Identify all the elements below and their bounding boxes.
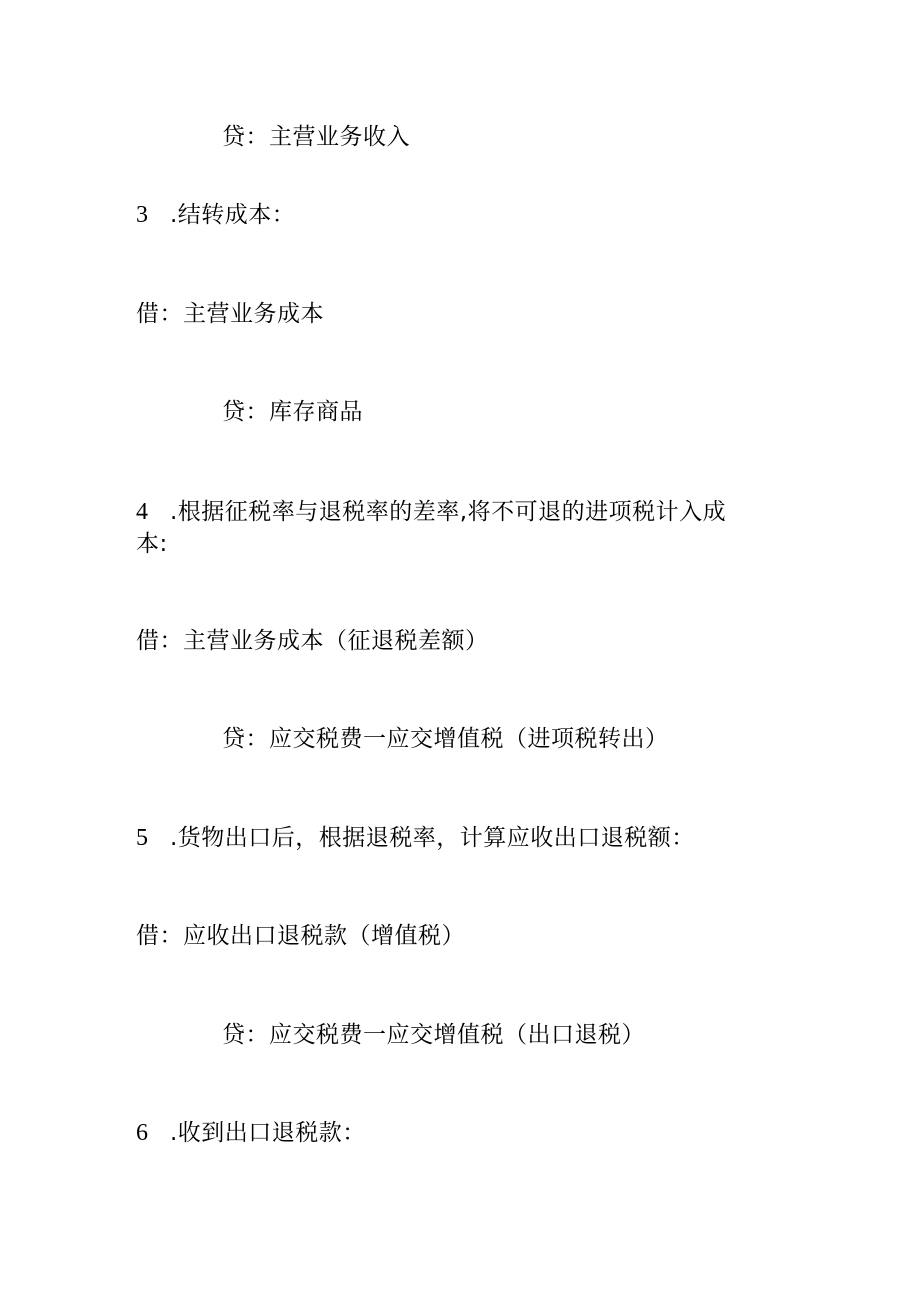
entry-debit-export-refund-receivable: [136, 921, 465, 951]
entry-text: 借：应收出口退税款（增值税）: [136, 923, 465, 949]
entry-text: 借：主营业务成本（征退税差额）: [136, 628, 489, 654]
step-6-heading: [136, 1118, 366, 1148]
step-text: .根据征税率与退税率的差率,将不可退的进项税计入成: [170, 499, 727, 525]
entry-text: 贷：库存商品: [222, 399, 363, 425]
entry-text: 贷：主营业务收入: [222, 124, 410, 150]
entry-text: 贷：应交税费一应交增值税（进项税转出）: [222, 726, 669, 752]
entry-debit-tax-difference: [136, 626, 489, 656]
step-number: 5: [136, 825, 149, 851]
entry-credit-main-revenue: [222, 122, 410, 152]
step-text: .收到出口退税款：: [170, 1120, 366, 1146]
step-text: .结转成本：: [170, 202, 296, 228]
step-number: 3: [136, 202, 149, 228]
step-4-heading: [136, 496, 776, 560]
step-text-continuation: 本:: [136, 531, 168, 557]
step-5-heading: [136, 823, 695, 853]
step-3-heading: [136, 200, 295, 230]
entry-debit-main-cost: [136, 299, 324, 329]
entry-credit-input-tax-transfer: [222, 724, 669, 754]
entry-text: 借：主营业务成本: [136, 301, 324, 327]
entry-credit-export-refund: [222, 1020, 645, 1050]
entry-credit-inventory: [222, 397, 363, 427]
step-text: .货物出口后，根据退税率，计算应收出口退税额：: [170, 825, 695, 851]
step-number: 6: [136, 1120, 149, 1146]
entry-text: 贷：应交税费一应交增值税（出口退税）: [222, 1022, 645, 1048]
step-number: 4: [136, 499, 149, 525]
